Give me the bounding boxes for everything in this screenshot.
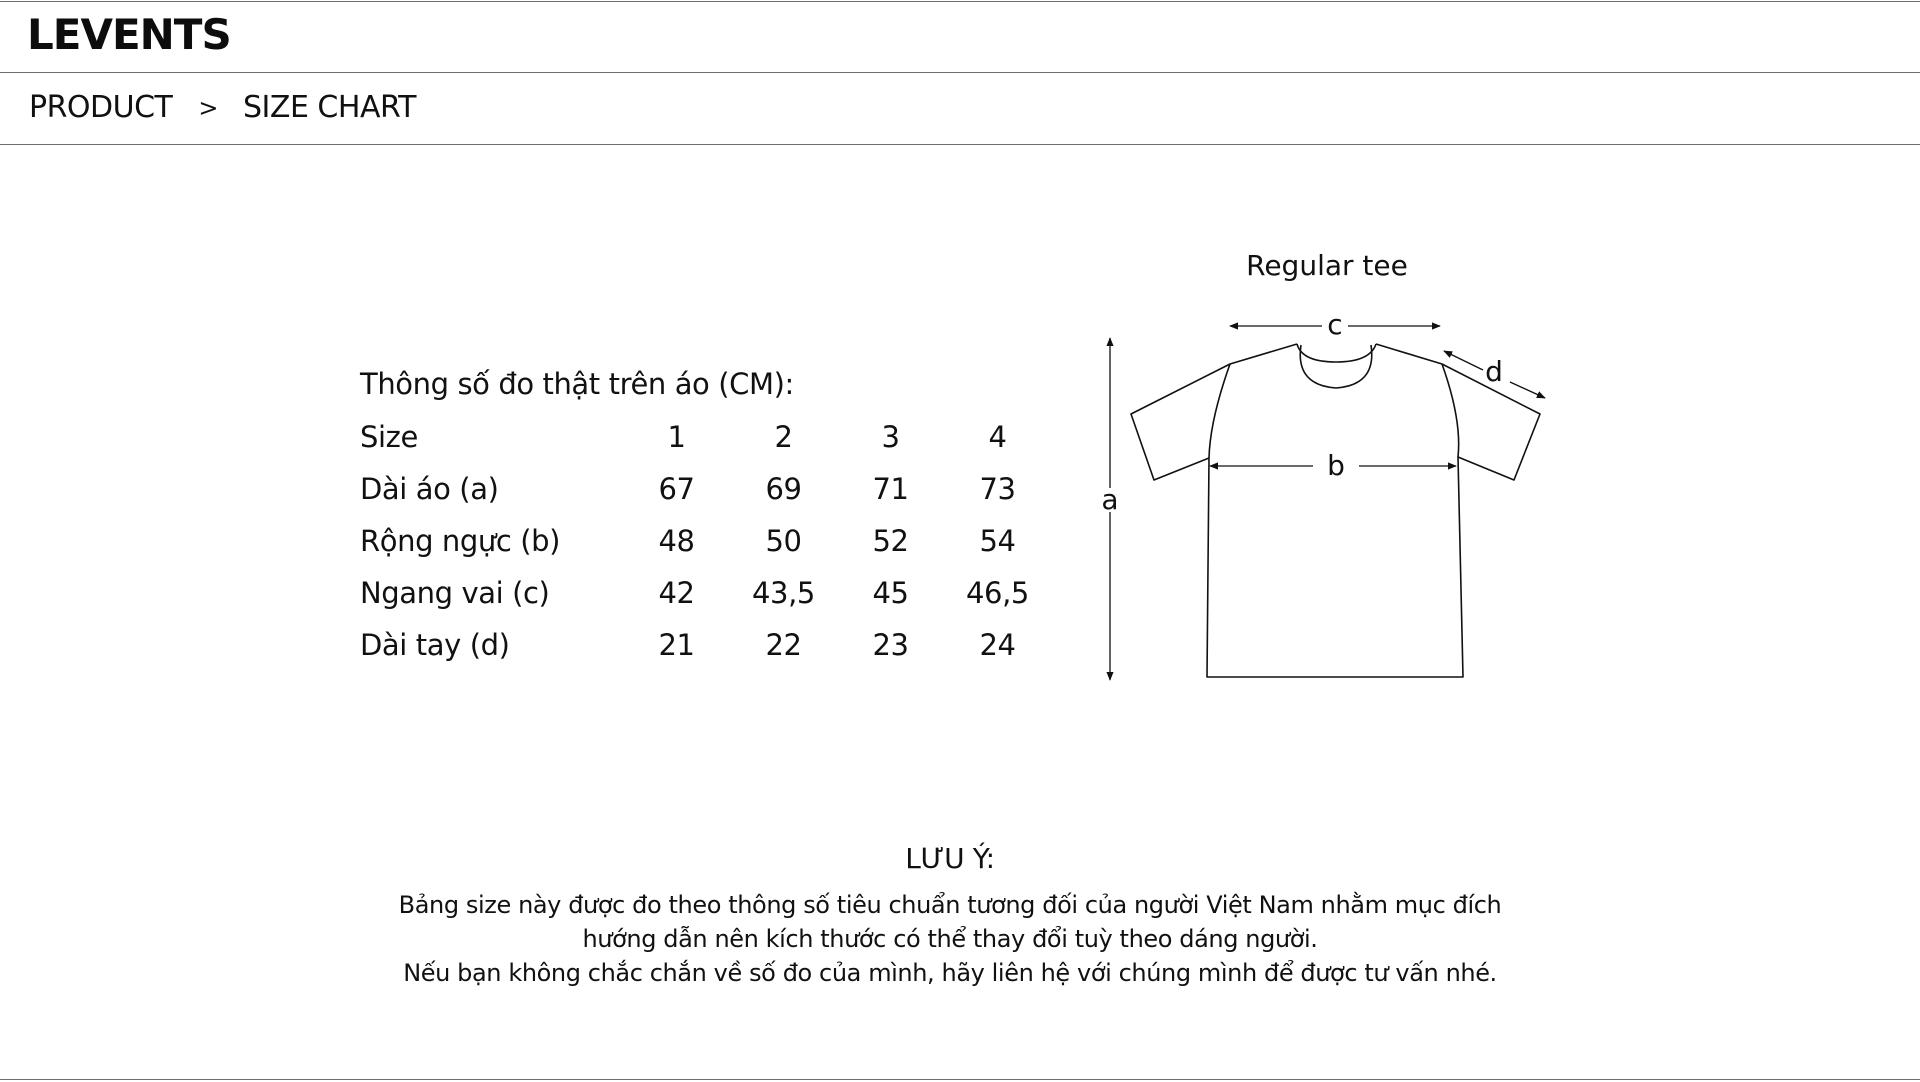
row-label: Rộng ngực (b) [360, 524, 561, 558]
row-label: Dài áo (a) [360, 472, 499, 506]
size-header-cell: 3 [881, 420, 900, 454]
table-cell: 73 [979, 472, 1016, 506]
table-row [360, 620, 1051, 672]
row-label: Dài tay (d) [360, 628, 510, 662]
note-line: Bảng size này được đo theo thông số tiêu chuẩn tương đối của người Việt Nam nhằm mục đích [398, 891, 1502, 919]
breadcrumb-item-product[interactable]: PRODUCT [29, 90, 173, 125]
breadcrumb [29, 90, 416, 125]
dimension-label-b: b [1327, 449, 1345, 482]
table-cell: 43,5 [752, 576, 815, 610]
table-cell: 23 [872, 628, 909, 662]
diagram-title: Regular tee [1246, 249, 1408, 282]
size-table-caption: Thông số đo thật trên áo (CM): [360, 367, 794, 401]
brand-logo[interactable]: LEVENTS [27, 10, 231, 59]
header-divider [0, 72, 1920, 73]
table-cell: 22 [765, 628, 802, 662]
tshirt-diagram-svg [1095, 240, 1565, 700]
note-line: Nếu bạn không chắc chắn về số đo của mình, hãy liên hệ với chúng mình để được tư vấn nhé. [403, 959, 1497, 987]
dimension-label-a: a [1101, 483, 1119, 516]
size-table [360, 362, 1051, 672]
size-note [0, 842, 1900, 990]
tshirt-measurement-diagram [1095, 240, 1565, 700]
size-header-label: Size [360, 420, 418, 454]
table-cell: 48 [658, 524, 695, 558]
table-cell: 46,5 [966, 576, 1029, 610]
table-cell: 21 [658, 628, 695, 662]
breadcrumb-separator: > [198, 93, 218, 122]
tshirt-outline [1131, 344, 1540, 677]
dimension-c [1230, 308, 1440, 341]
table-row [360, 516, 1051, 568]
footer-divider [0, 1079, 1920, 1080]
row-label: Ngang vai (c) [360, 576, 550, 610]
table-cell: 54 [979, 524, 1016, 558]
dimension-b [1210, 449, 1456, 482]
dimension-label-d: d [1485, 355, 1503, 388]
dimension-label-c: c [1327, 308, 1343, 341]
dimension-a [1101, 338, 1118, 680]
breadcrumb-divider [0, 144, 1920, 145]
table-cell: 42 [658, 576, 695, 610]
table-cell: 50 [765, 524, 802, 558]
size-header-cell: 1 [667, 420, 686, 454]
size-header-cell: 4 [988, 420, 1007, 454]
breadcrumb-item-size-chart: SIZE CHART [243, 90, 416, 125]
table-cell: 24 [979, 628, 1016, 662]
table-row [360, 568, 1051, 620]
top-border [0, 1, 1920, 2]
table-cell: 67 [658, 472, 695, 506]
size-header-cell: 2 [774, 420, 793, 454]
note-line: hướng dẫn nên kích thước có thể thay đổi tuỳ theo dáng người. [582, 925, 1318, 953]
table-cell: 71 [872, 472, 909, 506]
note-title: LƯU Ý: [905, 842, 995, 875]
size-header-row [360, 412, 1051, 464]
table-cell: 52 [872, 524, 909, 558]
table-cell: 69 [765, 472, 802, 506]
table-cell: 45 [872, 576, 909, 610]
table-row [360, 464, 1051, 516]
